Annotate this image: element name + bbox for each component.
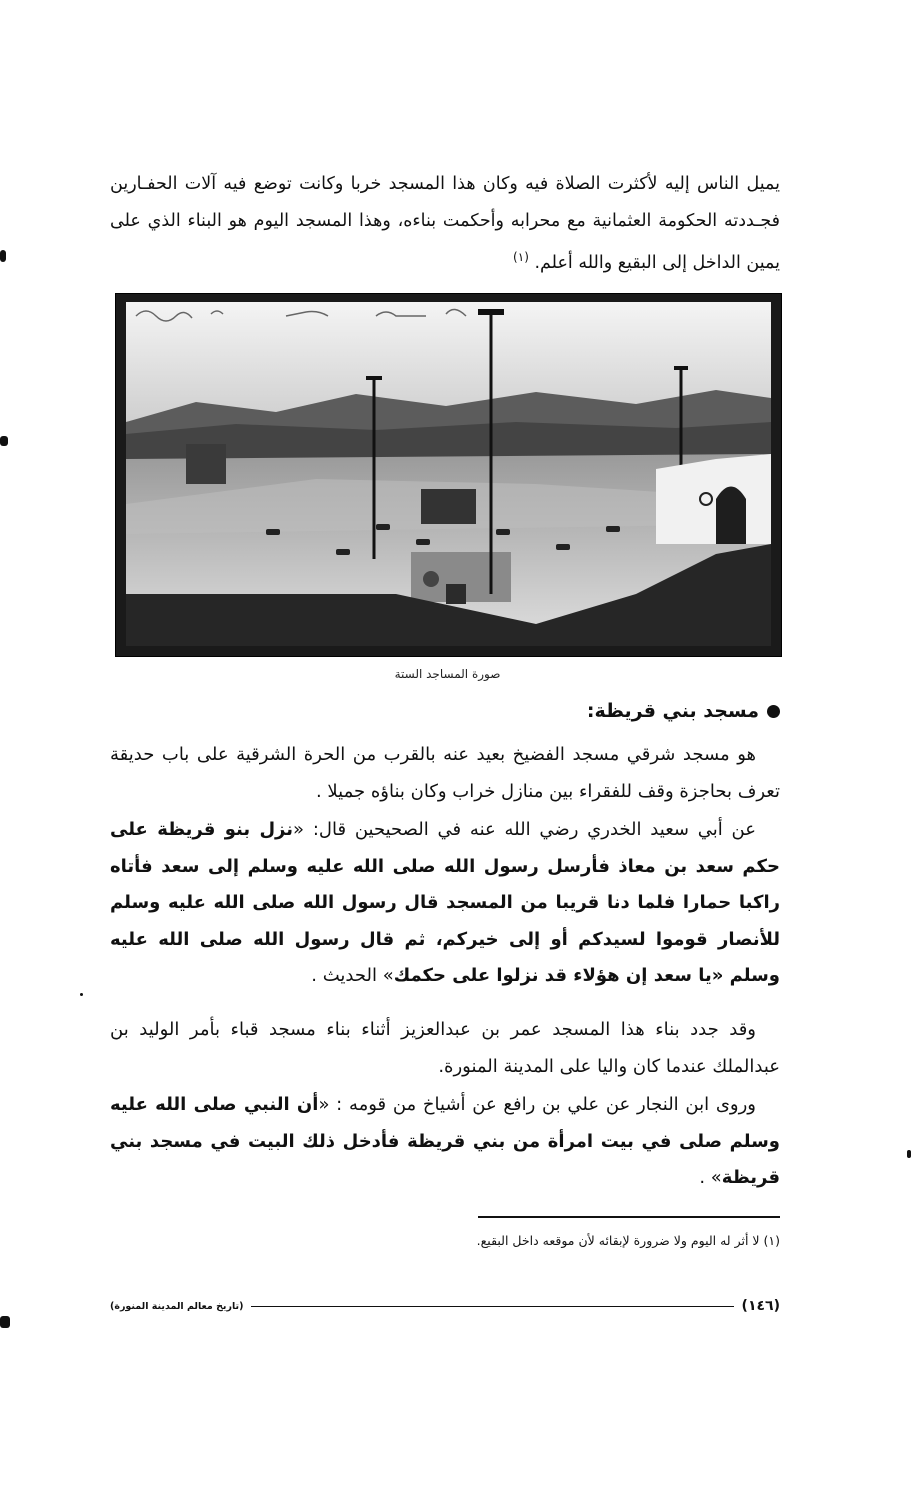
scan-mark (0, 436, 8, 446)
page-footer (110, 1296, 780, 1316)
hadith-text: نزل بنو قريظة على حكم سعد بن معاذ فأرسل رسول الله صلى الله عليه وسلم إلى سعد فأتاه راكبا حمارا فلما دنا قريبا من المسجد قال رسول الله صلى الله عليه وسلم للأنصار قوموا لسيدكم أو إلى خيركم، ثم قال رسول الله صلى الله عليه وسلم «يا سعد إن هؤلاء قد نزلوا على حكمك (110, 819, 780, 986)
section-heading-text: مسجد بني قريظة: (586, 700, 759, 722)
mosques-photo (115, 293, 782, 657)
intro-paragraph (110, 166, 780, 281)
section-heading (587, 700, 780, 722)
scan-mark (0, 250, 6, 262)
paragraph-location-text: هو مسجد شرقي مسجد الفضيخ بعيد عنه بالقرب من الحرة الشرقية على باب حديقة تعرف بحاجزة وقف للفقراء بين منازل خراب وكان بناؤه جميلا . (110, 744, 780, 802)
photo-illustration (116, 294, 781, 656)
footnote-divider (478, 1216, 780, 1218)
photo-caption: صورة المساجد الستة (394, 667, 501, 681)
footnote-ref: (١) (513, 250, 529, 264)
narration-intro: وروى ابن النجار عن علي بن رافع عن أشياخ من قومه : « (318, 1094, 756, 1115)
paragraph-location (110, 737, 780, 810)
narration-end: » . (699, 1167, 722, 1188)
footnote: (١) لا أثر له اليوم ولا ضرورة لإبقائه لأن موقعه داخل البقيع. (476, 1233, 780, 1248)
paragraph-hadith (110, 812, 780, 995)
scan-mark (0, 1316, 10, 1328)
narration-text: أن النبي صلى الله عليه وسلم صلى في بيت امرأة من بني قريظة فأدخل ذلك البيت في مسجد بني قريظة (110, 1094, 780, 1188)
book-title: (تاريخ معالم المدينة المنورة) (110, 1300, 244, 1312)
page-number: (١٤٦) (741, 1298, 780, 1314)
paragraph-renovation-text: وقد جدد بناء هذا المسجد عمر بن عبدالعزيز أثناء بناء مسجد قباء بأمر الوليد بن عبدالملك عندما كان واليا على المدينة المنورة. (110, 1019, 780, 1077)
paragraph-narration (110, 1087, 780, 1197)
footer-rule (251, 1306, 733, 1307)
scan-mark (80, 993, 83, 996)
scan-mark (907, 1150, 911, 1158)
paragraph-renovation (110, 1012, 780, 1085)
bullet-icon (767, 705, 780, 718)
hadith-end: » الحديث . (311, 965, 394, 986)
intro-text: يميل الناس إليه لأكثرت الصلاة فيه وكان هذا المسجد خربا وكانت توضع فيه آلات الحفـارين فجـددته الحكومة العثمانية مع محرابه وأحكمت بناءه، وهذا المسجد اليوم هو البناء الذي على يمين الداخل إلى البقيع والله أعلم. (110, 174, 780, 273)
hadith-intro: عن أبي سعيد الخدري رضي الله عنه في الصحيحين قال: « (293, 819, 756, 840)
